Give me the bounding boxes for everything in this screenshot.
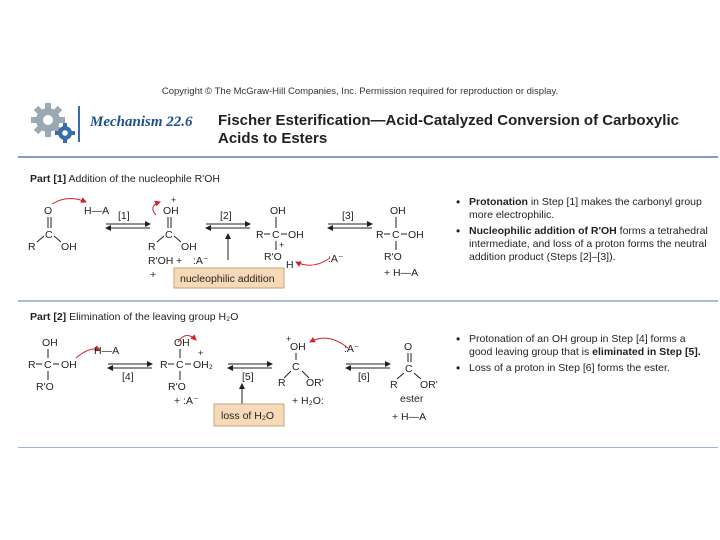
mechanism-title: Fischer Esterification—Acid-Catalyzed Conversion of Carboxylic Acids to Esters [218,112,679,147]
part1-heading [30,173,220,185]
svg-text:OH: OH [174,337,190,349]
svg-text:OH: OH [61,359,77,371]
water-byproduct: + H₂O: [292,395,324,407]
part1-scheme [28,190,448,295]
step5-label: [5] [242,371,254,383]
svg-text:R'O: R'O [384,251,402,263]
svg-text:O: O [404,341,413,353]
ha-product-2: + H—A [392,411,427,423]
carbonyl-oxygen: O [44,205,53,217]
part2-note-2: • Loss of a proton in Step [6] forms the ester. [456,362,711,375]
svg-text:OR': OR' [420,379,438,391]
part2-note-1: • Protonation of an OH group in Step [4] forms a good leaving group that is eliminated in Step [5]. [456,333,711,359]
svg-text:OH: OH [181,241,197,253]
nucleophile-roh: R'OH [148,255,174,267]
svg-text:OH: OH [270,205,286,217]
svg-text:R: R [278,377,286,389]
svg-text:R'O: R'O [168,381,186,393]
footer-rule [18,447,718,448]
header-rule [18,156,718,158]
svg-text:C: C [44,359,52,371]
r-group: R [28,241,36,253]
tetrahedral-intermediate [256,205,304,271]
part1-note-1: • Protonation in Step [1] makes the carbonyl group more electrophilic. [456,196,711,222]
step6-label: [6] [358,371,370,383]
svg-text:C: C [272,229,280,241]
oxocarbenium-ion [278,334,324,389]
arrow-nucleophile [153,202,160,215]
svg-text:R'O: R'O [264,251,282,263]
carbon-atom: C [45,229,53,241]
copyright-notice: Copyright © The McGraw-Hill Companies, Inc. Permission required for reproduction or display. [161,86,559,97]
part2-scheme [28,328,448,433]
reagent-ha: H—A [84,205,110,217]
hydroxyl-group: OH [61,241,77,253]
part-divider [18,300,718,302]
part1-note-2: • Nucleophilic addition of R'OH forms a tetrahedral intermediate, and loss of a proton forms the neutral addition product (Steps [2]–[3]). [456,225,711,264]
gear-icon [28,100,78,146]
part1-label: Part [1] [30,173,67,185]
svg-text:R: R [256,229,264,241]
part1-notes [456,196,711,267]
svg-text:C: C [165,229,173,241]
step3-label: [3] [342,210,354,222]
part2-label: Part [2] [30,311,67,323]
svg-text:H: H [286,259,294,271]
oxonium-water-group: OH₂ [193,359,213,371]
svg-text:+: + [279,240,285,250]
neutral-addition-product [376,205,424,263]
svg-text:R: R [28,359,36,371]
anion-right-2: :A⁻ [344,343,360,355]
ester-label: ester [400,393,424,405]
addition-product [28,337,77,393]
mechanism-header [18,100,718,154]
step4-label: [4] [122,371,134,383]
svg-text:R: R [376,229,384,241]
reagent-ha-2: H—A [94,345,120,357]
step2-label: [2] [220,210,232,222]
mechanism-number: Mechanism 22.6 [90,114,193,130]
protonated-intermediate [160,337,213,393]
svg-text:OH: OH [390,205,406,217]
ha-product: + H—A [384,267,419,279]
svg-text:C: C [405,363,413,375]
arrow-deprotonation [296,258,330,265]
header-divider [78,106,80,142]
svg-text:OH: OH [408,229,424,241]
nucleophile-plus: + [150,269,157,281]
part1-text: Addition of the nucleophile R'OH [68,173,220,185]
byproduct-anion: :A⁻ [193,255,209,267]
protonated-oxygen: OH [163,205,179,217]
nucleophilic-addition-label: nucleophilic addition [180,273,275,285]
svg-text:R: R [390,379,398,391]
byproduct-plus: + [176,255,183,267]
anion-byproduct-2: + :A⁻ [174,395,199,407]
arrow-final-deprotonation [310,338,348,348]
svg-text:OR': OR' [306,377,324,389]
part2-notes [456,333,711,378]
svg-text:OH: OH [288,229,304,241]
loss-of-water-label: loss of H₂O [221,410,275,422]
svg-text:OH: OH [290,341,306,353]
part2-text: Elimination of the leaving group H₂O [69,311,239,323]
carboxylic-acid [28,205,77,253]
svg-text:C: C [292,361,300,373]
arrow-protonation [52,198,86,204]
svg-text:+: + [198,348,204,358]
svg-text:R'O: R'O [36,381,54,393]
svg-text:R: R [160,359,168,371]
svg-text:C: C [392,229,400,241]
part2-heading [30,311,238,323]
svg-text:R: R [148,241,156,253]
ester-product [390,341,438,391]
svg-text:OH: OH [42,337,58,349]
step1-label: [1] [118,210,130,222]
svg-text:C: C [176,359,184,371]
anion-right: :A⁻ [328,253,344,265]
oxonium-charge: + [171,195,177,205]
svg-text:+: + [286,334,292,344]
